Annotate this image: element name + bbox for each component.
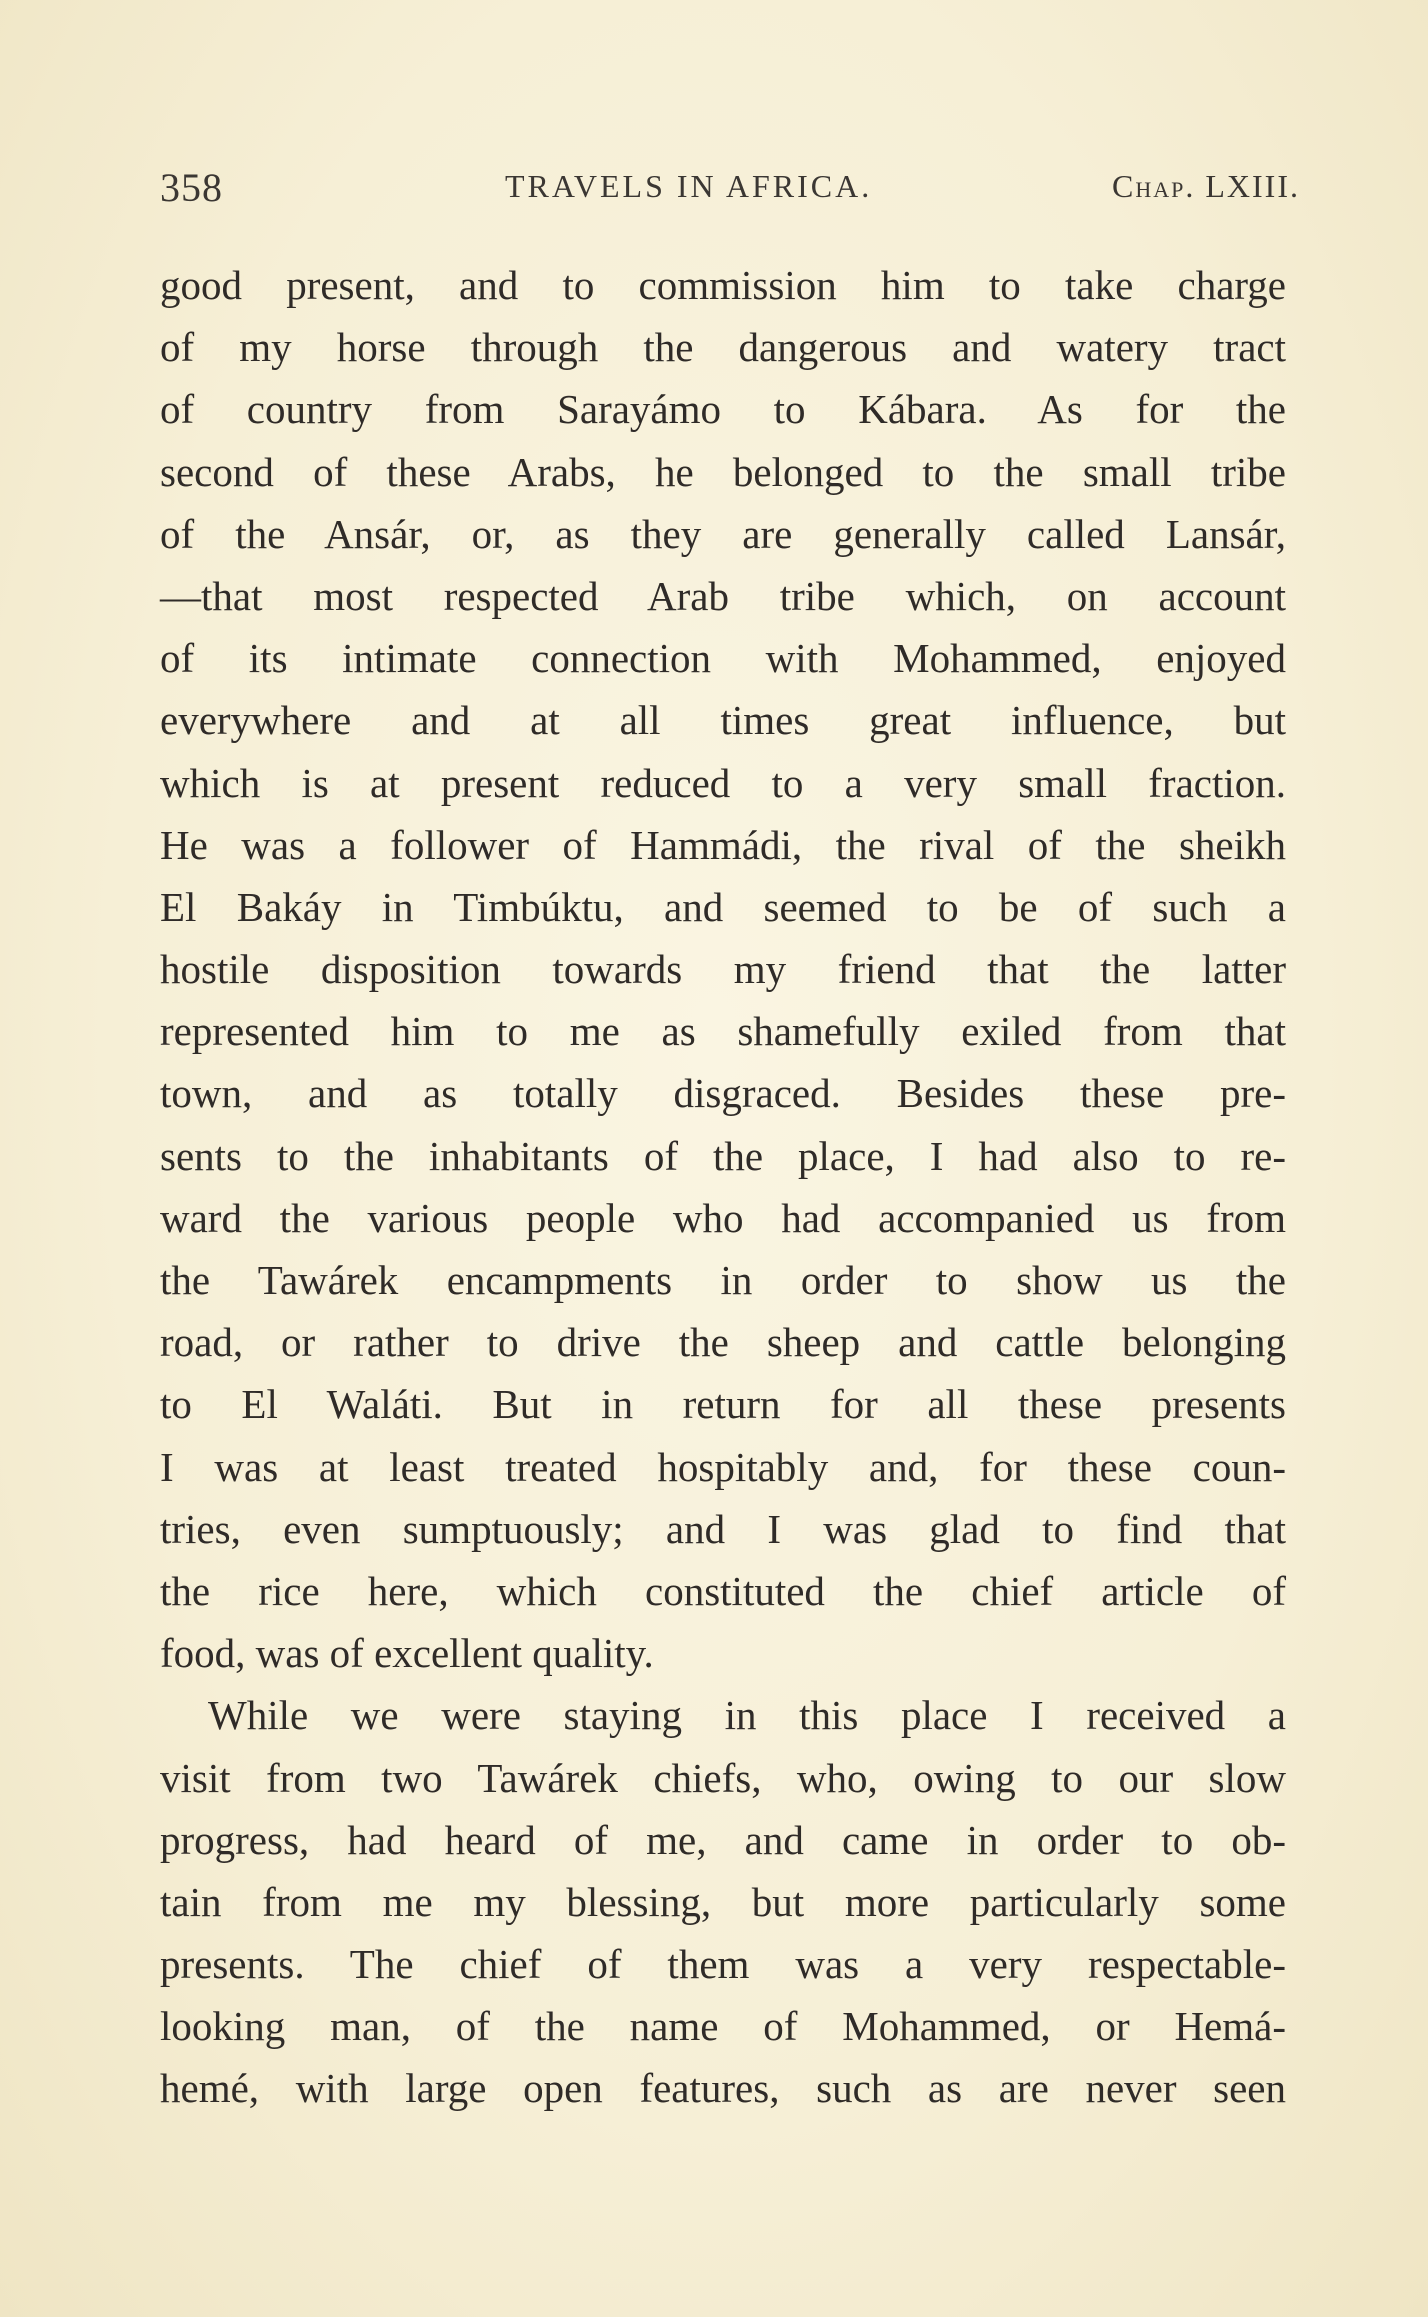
text-line: looking man, of the name of Mohammed, or Hemá- [160,2003,1286,2050]
text-line: road, or rather to drive the sheep and cattle belonging [160,1319,1286,1366]
text-line: hemé, with large open features, such as are never seen [160,2065,1286,2112]
text-line: tries, even sumptuously; and I was glad to find that [160,1505,1286,1552]
text-line: presents. The chief of them was a very respectable- [160,1941,1286,1988]
text-line: While we were staying in this place I received a [208,1692,1286,1739]
text-line: tain from me my blessing, but more particularly some [160,1878,1286,1925]
text-line: town, and as totally disgraced. Besides these pre- [160,1070,1286,1117]
text-line: —that most respected Arab tribe which, on account [160,572,1286,619]
chapter-label: Chap. LXIII. [1112,168,1300,204]
text-line: progress, had heard of me, and came in order to ob- [160,1816,1286,1863]
body-text [160,254,1286,2120]
text-line: ward the various people who had accompanied us from [160,1194,1286,1241]
text-line: visit from two Tawárek chiefs, who, owing to our slow [160,1754,1286,1801]
text-line: good present, and to commission him to take charge [160,262,1286,308]
page-number: 358 [160,165,223,210]
text-line: which is at present reduced to a very small fraction. [160,759,1286,806]
text-line: He was a follower of Hammádi, the rival of the sheikh [160,821,1286,868]
page-header [160,164,1300,214]
text-line: of its intimate connection with Mohammed, enjoyed [160,635,1286,682]
running-title: TRAVELS IN AFRICA. [505,168,873,204]
text-line: of my horse through the dangerous and watery tract [160,324,1286,371]
text-line: I was at least treated hospitably and, for these coun- [160,1443,1286,1490]
text-line: sents to the inhabitants of the place, I had also to re- [160,1132,1286,1179]
text-line: hostile disposition towards my friend that the latter [160,946,1286,993]
text-line: everywhere and at all times great influence, but [160,697,1286,744]
text-line: the rice here, which constituted the chief article of [160,1567,1286,1614]
text-line: of the Ansár, or, as they are generally called Lansár, [160,510,1286,557]
text-line: represented him to me as shamefully exiled from that [160,1008,1286,1055]
text-line: to El Waláti. But in return for all these presents [160,1381,1286,1428]
text-line: of country from Sarayámo to Kábara. As for the [160,386,1286,433]
text-line: El Bakáy in Timbúktu, and seemed to be of such a [160,883,1286,930]
text-line: food, was of excellent quality. [160,1630,654,1677]
text-line: second of these Arabs, he belonged to the small tribe [160,448,1286,495]
text-line: the Tawárek encampments in order to show us the [160,1257,1286,1303]
